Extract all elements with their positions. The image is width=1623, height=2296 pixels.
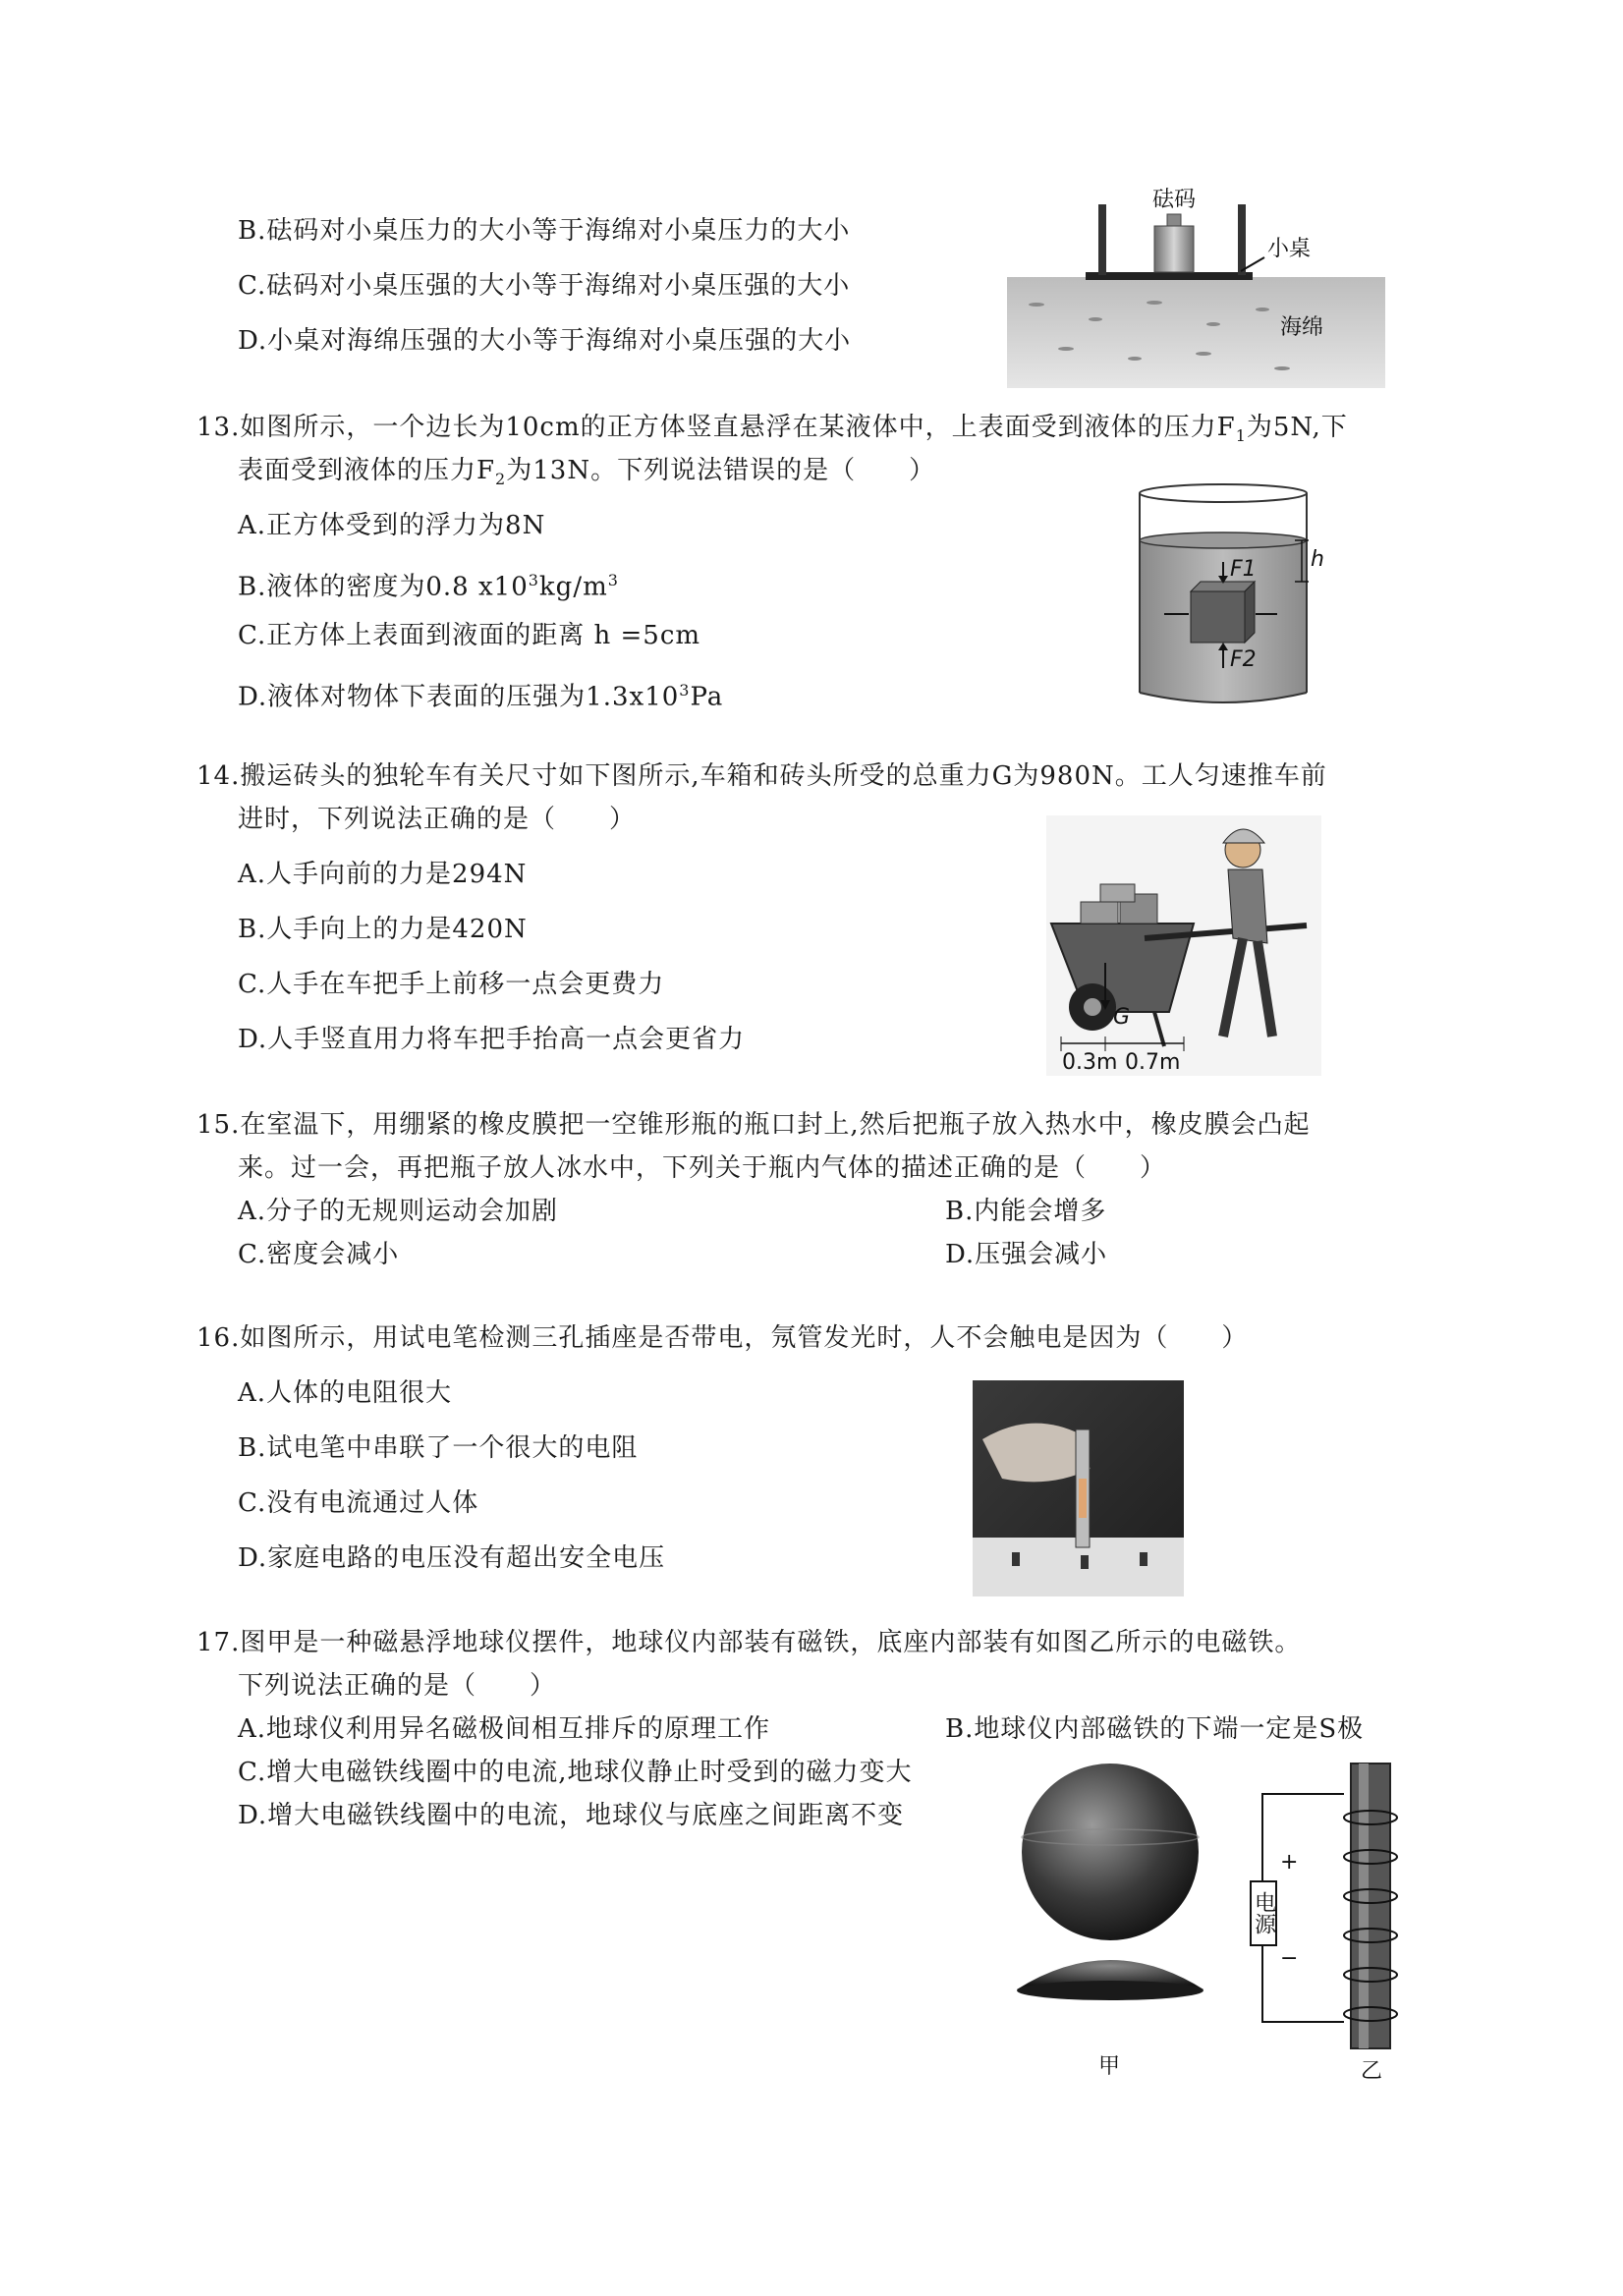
q13-option-c: C.正方体上表面到液面的距离 h =5cm — [238, 621, 701, 650]
q16-stem-line1: 16.如图所示，用试电笔检测三孔插座是否带电，氖管发光时，人不会触电是因为（ ） — [196, 1323, 1249, 1353]
q14-option-c: C.人手在车把手上前移一点会更费力 — [238, 970, 665, 999]
q13-option-a: A.正方体受到的浮力为8N — [238, 511, 546, 540]
q13-figure-cube-in-liquid — [1130, 481, 1326, 712]
q16-option-a: A.人体的电阻很大 — [238, 1378, 453, 1408]
label-weight: 砝码 — [1152, 188, 1197, 212]
q17-figure-jia-maglev-globe — [982, 1759, 1238, 2083]
label-dist-07: 0.7m — [1125, 1050, 1181, 1075]
sponge-shape — [1007, 277, 1385, 388]
q14-figure-wheelbarrow — [1046, 815, 1321, 1076]
q17-stem-line1: 17.图甲是一种磁悬浮地球仪摆件，地球仪内部装有磁铁，底座内部装有如图乙所示的电磁铁。 — [196, 1628, 1302, 1657]
q17-option-c: C.增大电磁铁线圈中的电流,地球仪静止时受到的磁力变大 — [238, 1758, 913, 1787]
q13-stem-line2: 表面受到液体的压力$F_2$为13N。下列说法错误的是（ ） — [238, 456, 936, 489]
q16-option-b: B.试电笔中串联了一个很大的电阻 — [238, 1433, 639, 1463]
label-minus: − — [1280, 1946, 1299, 1971]
q14-option-b: B.人手向上的力是420N — [238, 915, 528, 944]
q17-option-b: B.地球仪内部磁铁的下端一定是S极 — [945, 1714, 1365, 1744]
label-power: 电源 — [1251, 1891, 1276, 1934]
q14-stem-line1: 14.搬运砖头的独轮车有关尺寸如下图所示,车箱和砖头所受的总重力G为980N。工人匀速推车前 — [196, 761, 1327, 791]
q12-option-b: B.砝码对小桌压力的大小等于海绵对小桌压力的大小 — [238, 216, 851, 246]
q12-option-d: D.小桌对海绵压强的大小等于海绵对小桌压强的大小 — [238, 326, 852, 356]
q15-option-d: D.压强会减小 — [945, 1240, 1108, 1269]
q15-option-b: B.内能会增多 — [945, 1197, 1107, 1226]
label-dist-03: 0.3m — [1062, 1050, 1118, 1075]
table-leg-left — [1098, 204, 1106, 275]
q16-figure-test-pen-photo — [973, 1380, 1184, 1596]
q15-stem-line2: 来。过一会，再把瓶子放人冰水中，下列关于瓶内气体的描述正确的是（ ） — [238, 1153, 1167, 1183]
label-table: 小桌 — [1267, 237, 1312, 261]
q17-stem-line2: 下列说法正确的是（ ） — [238, 1671, 557, 1701]
globe-icon — [1022, 1764, 1199, 1940]
q16-option-c: C.没有电流通过人体 — [238, 1488, 479, 1518]
weight-shape — [1154, 226, 1194, 272]
cube-shape — [1191, 591, 1245, 643]
q17-figure-yi-electromagnet — [1243, 1759, 1410, 2088]
q13-option-d: D.液体对物体下表面的压强为$1.3x10^3Pa$ — [238, 681, 724, 712]
q16-option-d: D.家庭电路的电压没有超出安全电压 — [238, 1543, 666, 1573]
q14-option-d: D.人手竖直用力将车把手抬高一点会更省力 — [238, 1025, 746, 1054]
q12-figure-table-sponge — [1007, 187, 1385, 388]
iron-core-shape — [1351, 1764, 1390, 2048]
label-f2: F2 — [1230, 647, 1257, 672]
q13-option-b: B.液体的密度为0.8 $x10^3kg/m^3$ — [238, 571, 619, 602]
label-g: G — [1113, 1005, 1131, 1030]
q13-stem-line1: 13.如图所示，一个边长为10cm的正方体竖直悬浮在某液体中，上表面受到液体的压力$F_1$为5N,下 — [196, 413, 1348, 446]
q14-stem-line2: 进时，下列说法正确的是（ ） — [238, 805, 637, 834]
label-sponge: 海绵 — [1280, 315, 1324, 340]
q17-option-d: D.增大电磁铁线圈中的电流，地球仪与底座之间距离不变 — [238, 1801, 905, 1830]
label-f1: F1 — [1230, 557, 1257, 582]
q14-option-a: A.人手向前的力是294N — [238, 860, 528, 889]
label-jia: 甲 — [1098, 2054, 1121, 2079]
q12-option-c: C.砝码对小桌压强的大小等于海绵对小桌压强的大小 — [238, 271, 851, 301]
q15-option-c: C.密度会减小 — [238, 1240, 400, 1269]
label-plus: + — [1280, 1850, 1299, 1875]
table-leg-right — [1238, 204, 1246, 275]
q15-option-a: A.分子的无规则运动会加剧 — [238, 1197, 559, 1226]
label-h: h — [1311, 547, 1324, 572]
label-yi: 乙 — [1361, 2059, 1383, 2084]
table-top — [1086, 272, 1253, 280]
q15-stem-line1: 15.在室温下，用绷紧的橡皮膜把一空锥形瓶的瓶口封上,然后把瓶子放入热水中，橡皮膜会凸起 — [196, 1110, 1311, 1140]
q17-option-a: A.地球仪利用异名磁极间相互排斥的原理工作 — [238, 1714, 771, 1744]
